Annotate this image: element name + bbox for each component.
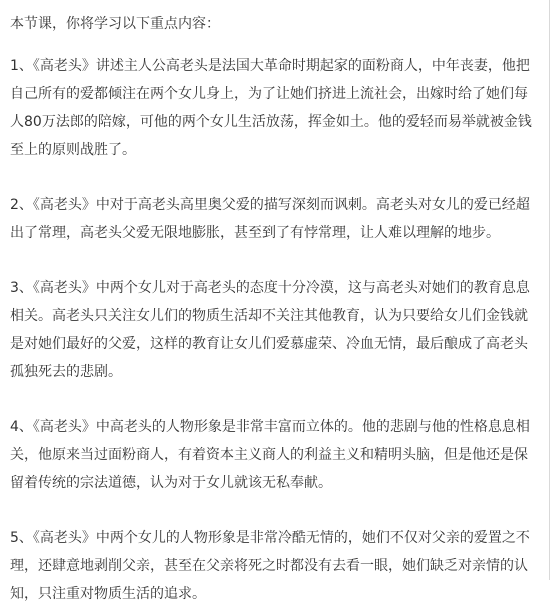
key-point-3: 3、《高老头》中两个女儿对于高老头的态度十分冷漠，这与高老头对她们的教育息息相关。高老头只关注女儿们的物质生活却不关注其他教育，认为只要给女儿们金钱就是对她们最好的父爱，这样的教育让女儿们爱慕虚荣、冷血无情，最后酿成了高老头孤独死去的悲剧。 xyxy=(10,280,530,380)
key-point-2: 2、《高老头》中对于高老头高里奥父爱的描写深刻而讽刺。高老头对女儿的爱已经超出了常理，高老头父爱无限地膨胀，甚至到了有悖常理，让人难以理解的地步。 xyxy=(10,197,530,241)
key-point-4: 4、《高老头》中高老头的人物形象是非常丰富而立体的。他的悲剧与他的性格息息相关，他原来当过面粉商人，有着资本主义商人的利益主义和精明头脑，但是他还是保留着传统的宗法道德，认为对于女儿就该无私奉献。 xyxy=(10,419,530,491)
key-point-5: 5、《高老头》中两个女儿的人物形象是非常冷酷无情的，她们不仅对父亲的爱置之不理，还肆意地剥削父亲，甚至在父亲将死之时都没有去看一眼，她们缺乏对亲情的认知，只注重对物质生活的追求。 xyxy=(10,530,530,602)
key-point-1: 1、《高老头》讲述主人公高老头是法国大革命时期起家的面粉商人，中年丧妻，他把自己所有的爱都倾注在两个女儿身上，为了让她们挤进上流社会，出嫁时给了她们每人80万法郎的陪嫁，可他的两个女儿生活放荡，挥金如土。他的爱轻而易举就被金钱至上的原则战胜了。 xyxy=(10,58,532,158)
intro-text: 本节课，你将学习以下重点内容： xyxy=(10,16,220,32)
